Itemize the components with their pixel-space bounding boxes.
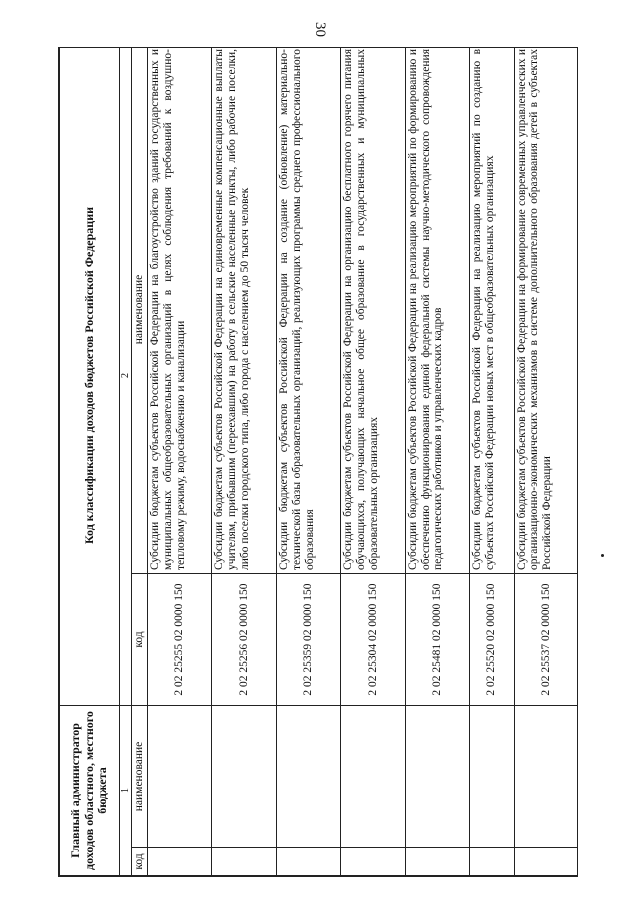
column-number-1: 1 — [120, 706, 132, 876]
scan-artifact-dot — [601, 554, 604, 557]
header-admin: Главный администратор доходов областного, местного бюджета — [60, 706, 120, 876]
budget-name-cell: Субсидии бюджетам субъектов Российской Федерации на организацию бесплатного горячего питания обучающихся, получающих начальное общее образование в государственных и муниципальных образовательных организациях — [341, 47, 405, 574]
budget-code-cell: 2 02 25359 02 0000 150 — [276, 574, 340, 706]
budget-code-cell: 2 02 25255 02 0000 150 — [148, 574, 212, 706]
budget-name-cell: Субсидии бюджетам субъектов Российской Федерации на благоустройство зданий государственных и муниципальных общеобразовательных организаций в целях соблюдения требований к воздушно-тепловому режиму, водоснабжению и канализации — [148, 47, 212, 574]
column-number-2: 2 — [120, 47, 132, 706]
subheader-budget-name: наименование — [132, 47, 148, 574]
admin-name-cell — [514, 706, 578, 848]
rotated-table-viewport — [58, 47, 578, 877]
table-row — [341, 47, 405, 876]
admin-name-cell — [212, 706, 276, 848]
revenue-classification-table — [58, 47, 578, 877]
budget-code-cell: 2 02 25481 02 0000 150 — [405, 574, 469, 706]
admin-code-cell — [405, 848, 469, 876]
admin-name-cell — [470, 706, 514, 848]
budget-name-cell: Субсидии бюджетам субъектов Российской Федерации на единовременные компенсационные выплаты учителям, прибывшим (переехавшим) на работу в сельские населенные пункты, либо рабочие поселки, либо поселки городского типа, либо города с населением до 50 тысяч человек — [212, 47, 276, 574]
table-row — [276, 47, 340, 876]
budget-code-cell: 2 02 25537 02 0000 150 — [514, 574, 578, 706]
budget-code-cell: 2 02 25304 02 0000 150 — [341, 574, 405, 706]
admin-code-cell — [276, 848, 340, 876]
admin-name-cell — [148, 706, 212, 848]
admin-code-cell — [148, 848, 212, 876]
admin-code-cell — [514, 848, 578, 876]
table-row — [514, 47, 578, 876]
admin-name-cell — [405, 706, 469, 848]
table-row — [470, 47, 514, 876]
page-number: 30 — [312, 22, 328, 37]
budget-code-cell: 2 02 25520 02 0000 150 — [470, 574, 514, 706]
subheader-admin-code: код — [132, 848, 148, 876]
header-budget-classification: Код классификации доходов бюджетов Российской Федерации — [60, 47, 120, 706]
budget-name-cell: Субсидии бюджетам субъектов Российской Федерации на реализацию мероприятий по созданию в субъектах Российской Федерации новых мест в общеобразовательных организациях — [470, 47, 514, 574]
subheader-budget-code: код — [132, 574, 148, 706]
admin-code-cell — [470, 848, 514, 876]
table-row — [212, 47, 276, 876]
table-row — [148, 47, 212, 876]
admin-name-cell — [276, 706, 340, 848]
subheader-admin-name: наименование — [132, 706, 148, 848]
admin-code-cell — [341, 848, 405, 876]
table-row — [405, 47, 469, 876]
budget-name-cell: Субсидии бюджетам субъектов Российской Федерации на реализацию мероприятий по формированию и обеспечению функционирования единой федеральной системы научно-методического сопровождения педагогических работников и управленческих кадров — [405, 47, 469, 574]
admin-code-cell — [212, 848, 276, 876]
budget-name-cell: Субсидии бюджетам субъектов Российской Федерации на создание (обновление) материально-технической базы образовательных организаций, реализующих программы среднего профессионального образования — [276, 47, 340, 574]
budget-name-cell: Субсидии бюджетам субъектов Российской Федерации на формирование современных управленческих и организационно-экономических механизмов в системе дополнительного образования детей в субъектах Российской Федерации — [514, 47, 578, 574]
budget-code-cell: 2 02 25256 02 0000 150 — [212, 574, 276, 706]
admin-name-cell — [341, 706, 405, 848]
